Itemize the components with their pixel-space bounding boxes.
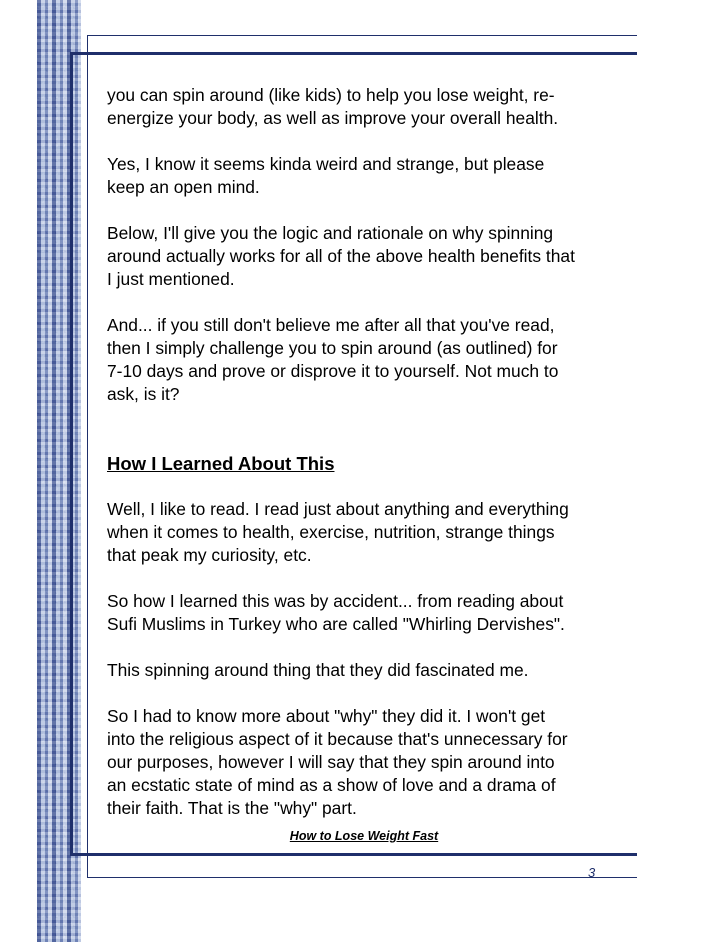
frame-rule — [70, 853, 637, 856]
text-line: our purposes, however I will say that they spin around into — [107, 752, 555, 772]
text-line: And... if you still don't believe me after all that you've read, — [107, 315, 555, 335]
paragraph — [107, 153, 627, 199]
page-number: 3 — [588, 865, 596, 880]
section-heading: How I Learned About This — [107, 453, 335, 474]
text-line: when it comes to health, exercise, nutrition, strange things — [107, 522, 555, 542]
paragraph — [107, 84, 627, 130]
paragraph — [107, 659, 627, 682]
frame-rule — [70, 52, 637, 55]
text-line: So how I learned this was by accident... from reading about — [107, 591, 564, 611]
text-line: into the religious aspect of it because that's unnecessary for — [107, 729, 568, 749]
frame-rule — [87, 35, 88, 878]
paragraph — [107, 222, 627, 291]
decorative-mosaic-border — [37, 0, 81, 942]
text-line: then I simply challenge you to spin around (as outlined) for — [107, 338, 558, 358]
text-line: Below, I'll give you the logic and rationale on why spinning — [107, 223, 554, 243]
text-line: around actually works for all of the above health benefits that — [107, 246, 575, 266]
body-text — [107, 84, 627, 820]
text-line: Yes, I know it seems kinda weird and strange, but please — [107, 154, 545, 174]
frame-rule — [87, 877, 637, 878]
text-line: keep an open mind. — [107, 177, 260, 197]
text-line: I just mentioned. — [107, 269, 235, 289]
text-line: 7-10 days and prove or disprove it to yourself. Not much to — [107, 361, 559, 381]
footer-book-title: How to Lose Weight Fast — [289, 829, 439, 843]
paragraph — [107, 498, 627, 567]
frame-rule — [87, 35, 637, 36]
text-line: Well, I like to read. I read just about anything and everything — [107, 499, 569, 519]
frame-rule — [70, 52, 73, 856]
text-line: their faith. That is the "why" part. — [107, 798, 357, 818]
text-line: This spinning around thing that they did fascinated me. — [107, 660, 529, 680]
text-line: Sufi Muslims in Turkey who are called "Whirling Dervishes". — [107, 614, 565, 634]
text-line: that peak my curiosity, etc. — [107, 545, 312, 565]
text-line: ask, is it? — [107, 384, 180, 404]
text-line: So I had to know more about "why" they did it. I won't get — [107, 706, 546, 726]
paragraph — [107, 314, 627, 406]
text-line: an ecstatic state of mind as a show of love and a drama of — [107, 775, 556, 795]
paragraph — [107, 705, 627, 820]
text-line: you can spin around (like kids) to help you lose weight, re- — [107, 85, 555, 105]
paragraph — [107, 590, 627, 636]
text-line: energize your body, as well as improve your overall health. — [107, 108, 559, 128]
